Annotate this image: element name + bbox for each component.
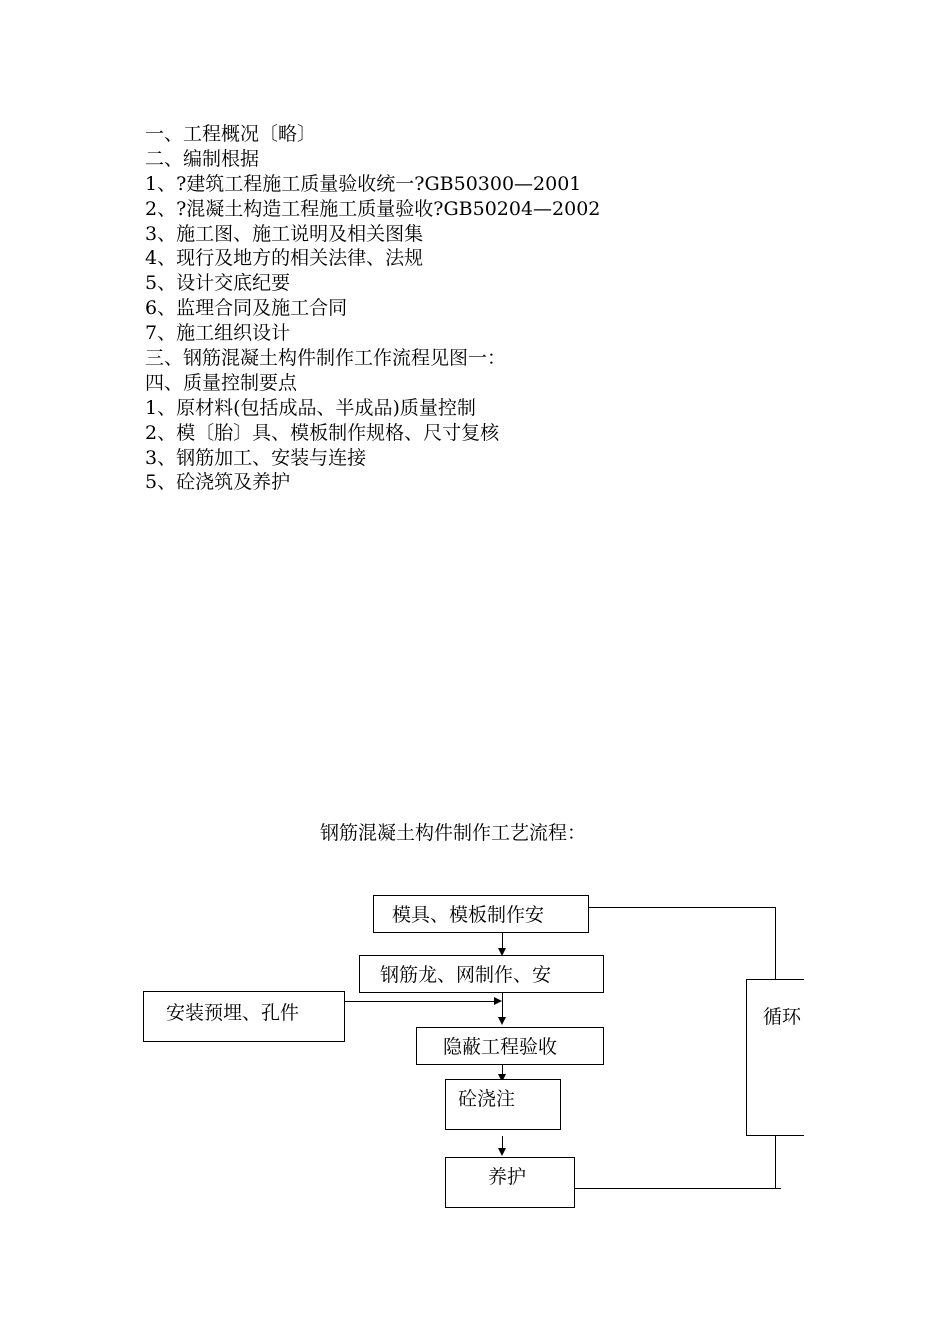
step-concrete-pouring bbox=[445, 1079, 561, 1130]
list-item: 2、模〔胎〕具、模板制作规格、尺寸复核 bbox=[145, 421, 500, 444]
list-item: 1、原材料(包括成品、半成品)质量控制 bbox=[145, 396, 476, 419]
list-item: 1、?建筑工程施工质量验收统一?GB50300—2001 bbox=[145, 172, 582, 195]
step-label: 养护 bbox=[488, 1166, 527, 1188]
section-heading: 一、工程概况〔略〕 bbox=[145, 123, 317, 145]
cycle-line-top bbox=[588, 907, 776, 908]
document-text bbox=[145, 122, 600, 495]
step-label: 隐蔽工程验收 bbox=[443, 1036, 558, 1058]
list-item: 4、现行及地方的相关法律、法规 bbox=[145, 247, 424, 270]
list-item: 3、施工图、施工说明及相关图集 bbox=[145, 222, 424, 245]
list-item: 5、设计交底纪要 bbox=[145, 272, 291, 295]
step-mold-making bbox=[373, 895, 589, 933]
cycle-line-bottom bbox=[575, 1188, 781, 1189]
step-label: 安装预埋、孔件 bbox=[166, 1002, 300, 1024]
diagram-title: 钢筋混凝土构件制作工艺流程： bbox=[320, 822, 587, 844]
arrow-right bbox=[494, 997, 502, 1005]
list-item: 3、钢筋加工、安装与连接 bbox=[145, 446, 367, 469]
step-label: 砼浇注 bbox=[458, 1088, 516, 1110]
section-heading: 二、编制根据 bbox=[145, 147, 260, 170]
list-item: 5、砼浇筑及养护 bbox=[145, 471, 291, 494]
list-item: 7、施工组织设计 bbox=[145, 322, 291, 345]
connector-rebar-inspect bbox=[502, 992, 503, 1018]
section-heading: 四、质量控制要点 bbox=[145, 371, 298, 394]
step-concealed-inspection bbox=[416, 1027, 604, 1065]
list-item: 6、监理合同及施工合同 bbox=[145, 297, 348, 320]
step-label: 钢筋龙、网制作、安 bbox=[380, 964, 552, 986]
arrow-down bbox=[498, 1148, 506, 1156]
cycle-box bbox=[746, 979, 804, 1136]
step-rebar-fabrication bbox=[359, 955, 604, 993]
step-label: 模具、模板制作安 bbox=[392, 904, 545, 926]
list-item: 2、?混凝土构造工程施工质量验收?GB50204—2002 bbox=[145, 197, 601, 220]
cycle-line-right-lower bbox=[775, 1136, 776, 1188]
step-curing bbox=[445, 1157, 575, 1208]
cycle-label: 循环 bbox=[763, 1006, 802, 1028]
arrow-down bbox=[498, 1017, 506, 1025]
connector-embed-rebar bbox=[344, 1001, 496, 1002]
cycle-line-right-upper bbox=[775, 907, 776, 979]
section-heading: 三、钢筋混凝土构件制作工作流程见图一： bbox=[145, 347, 507, 370]
step-embedded-parts bbox=[143, 991, 345, 1042]
